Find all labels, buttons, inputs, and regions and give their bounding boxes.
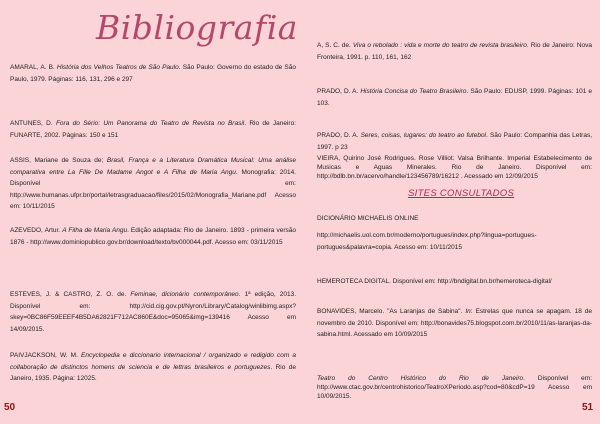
page-number: 51 (582, 402, 594, 413)
bibliography-entry: A, S. C. de. Viva o rebolado : vida e morte do teatro de revista brasileiro. Rio de Janeiro: Nova Fronteira, 1991. p. 110, 161, 162 (317, 42, 592, 61)
page-number: 50 (4, 402, 16, 413)
bibliography-entry: ASSIS, Mariane de Souza de; Brasil, França e a Literatura Dramática Musical: Uma análise comparativa entre La Fille De Madame Angot e A Filha de Maria Angu. Monografia: 2014. Disponível em: http://www.humanas.ufpr.br/portal/letrasgraduacao/files/2015/02/Monografia_Mariane.pdf Acesso em: 10/11/2015 (10, 157, 296, 210)
sites-heading: SITES CONSULTADOS (408, 188, 515, 199)
right-page (300, 0, 600, 424)
site-entry: HEMEROTECA DIGITAL. Disponível em: http://bndigital.bn.br/hemeroteca-digital/ (317, 278, 552, 285)
bibliography-entry: PAIVJACKSON, W. M. Encyclopedia e diccionario internacional / organizado e redigido com a collaboração de distinctos homens de sciencia e de lettras brasileiros e portuguezes. Rio de Janeiro, 1935. Página: 12025. (10, 352, 296, 382)
bibliography-entry: PRADO, D. A. Seres, coisas, lugares: do teatro ao futebol. São Paulo: Companhia das Letras, 1997. p 23 (317, 132, 592, 151)
bibliography-entry: VIEIRA, Quirino José Rodrigues. Rose Villiot: Valsa Brilhante. Imperial Estabelecimento de Musicas e Aguas Minerales. Rio de Janeiro. Disponível em: http://bdlb.bn.br/acervo/handle/123456789/16212 . Acessado em 12/09/2015 (317, 155, 592, 180)
site-entry: DICIONÁRIO MICHAELIS ONLINE (317, 215, 419, 222)
site-entry: Teatro do Centro Histórico do Rio de Janeiro. Disponível em: http://www.ctac.gov.br/centrohistorico/TeatroXPeriodo.asp?cod=80&cdP=19 Acesso em 10/09/2015. (317, 375, 592, 400)
site-entry: http://michaelis.uol.com.br/moderno/portugues/index.php?lingua=portugues-portugues&palavra=copia. Acesso em: 10/11/2015 (317, 232, 537, 251)
bibliography-entry: AZEVEDO, Artur. A Filha de Maria Angu. Edição adaptada: Rio de Janeiro. 1893 - primeira versão 1876 - http://www.dominiopublico.gov.br/download/texto/bv000044.pdf. Acesso em: 03/11/2015 (10, 227, 296, 246)
bibliography-entry: PRADO, D. A. História Concisa do Teatro Brasileiro. São Paulo: EDUSP, 1999. Páginas: 101 e 103. (317, 88, 592, 107)
bibliography-entry: ESTEVES, J. & CASTRO, Z. O. de. Feminae, dicionário contemporâneo. 1ª edição, 2013. Disponível em: http://cid.cig.gov.pt/Nyron/Library/Catalog/winlibimg.aspx?skey=0BC86F59EEEF4B5DA62821F712AC860E&doc=95065&img=139416 Acesso em 14/09/2015. (10, 291, 296, 333)
bibliography-entry: ANTUNES, D. Fora do Sério: Um Panorama do Teatro de Revista no Brasil. Rio de Janeiro: FUNARTE, 2002. Páginas: 150 e 151 (10, 120, 296, 139)
site-entry: BONAVIDES, Marcelo. "As Laranjas de Sabina". In: Estrelas que nunca se apagam. 18 de novembro de 2010. Disponível em: http://bonavides75.blogspot.com.br/2010/11/as-laranjas-da-sabina.html. Acessado em 10/09/2015 (317, 308, 593, 338)
bibliography-entry: AMARAL, A. B. História dos Velhos Teatros de São Paulo. São Paulo: Governo do estado de São Paulo, 1979. Páginas: 116, 131, 296 e 297 (10, 64, 297, 83)
page-title: Bibliografia (96, 8, 298, 47)
